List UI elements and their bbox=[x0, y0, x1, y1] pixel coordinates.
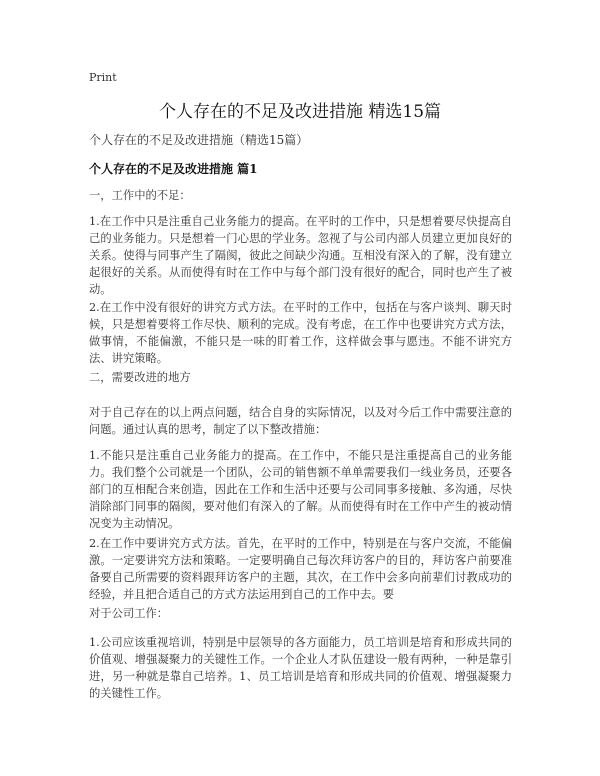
print-label[interactable]: Print bbox=[89, 71, 117, 84]
paragraph-4: 1.不能只是注重自己业务能力的提高。在工作中，不能只是注重提高自己的业务能力。我们整个公司就是一个团队，公司的销售额不单单需要我们一线业务员，还要各部门的互相配合来创造，因此在工作和生活中还要与公司同事多接触、多沟通，尽快消除部门同事的隔阂，要对他们有深入的了解。从而使得有时在工作中产生的被动情况变为主动情况。 bbox=[89, 449, 512, 530]
document-subtitle: 个人存在的不足及改进措施（精选15篇） bbox=[89, 133, 309, 147]
section-title: 个人存在的不足及改进措施 篇1 bbox=[89, 162, 258, 176]
heading-improvements: 二，需要改进的地方 bbox=[89, 371, 191, 384]
paragraph-1: 1.在工作中只是注重自己业务能力的提高。在平时的工作中，只是想着要尽快提高自己的业务能力。只是想着一门心思的学业务。忽视了与公司内部人员建立更加良好的关系。使得与同事产生了隔阂，彼此之间缺少沟通。互相没有深入的了解，没有建立起很好的关系。从而使得有时在工作中与每个部门没有很好的配合，同时也产生了被动。 bbox=[89, 215, 512, 296]
heading-shortcomings: 一，工作中的不足： bbox=[89, 189, 191, 202]
paragraph-6: 1.公司应该重视培训，特别是中层领导的各方面能力，员工培训是培育和形成共同的价值观、增强凝聚力的关键性工作。一个企业人才队伍建设一般有两种，一种是靠引进，另一种就是靠自己培养。1、员工培训是培育和形成共同的价值观、增强凝聚力的关键性工作。 bbox=[89, 636, 512, 700]
paragraph-5: 2.在工作中要讲究方式方法。首先，在平时的工作中，特别是在与客户交流，不能偏激。一定要讲究方法和策略。一定要明确自己每次拜访客户的目的，拜访客户前要准备要自己所需要的资料跟拜访客户的主题，其次，在工作中会多向前辈们讨教成功的经验，并且把合适自己的方式方法运用到自己的工作中去。要 bbox=[89, 537, 512, 601]
heading-company-work: 对于公司工作： bbox=[89, 607, 169, 620]
page-title: 个人存在的不足及改进措施 精选15篇 bbox=[158, 102, 442, 122]
paragraph-2: 2.在工作中没有很好的讲究方式方法。在平时的工作中，包括在与客户谈判、聊天时候，只是想着要将工作尽快、顺利的完成。没有考虑，在工作中也要讲究方式方法，做事情，不能偏激，不能只是一味的盯着工作，这样做会事与愿违。不能不讲究方法、讲究策略。 bbox=[89, 301, 512, 365]
paragraph-3: 对于自己存在的以上两点问题，结合自身的实际情况，以及对今后工作中需要注意的问题。通过认真的思考，制定了以下整改措施： bbox=[89, 406, 512, 436]
